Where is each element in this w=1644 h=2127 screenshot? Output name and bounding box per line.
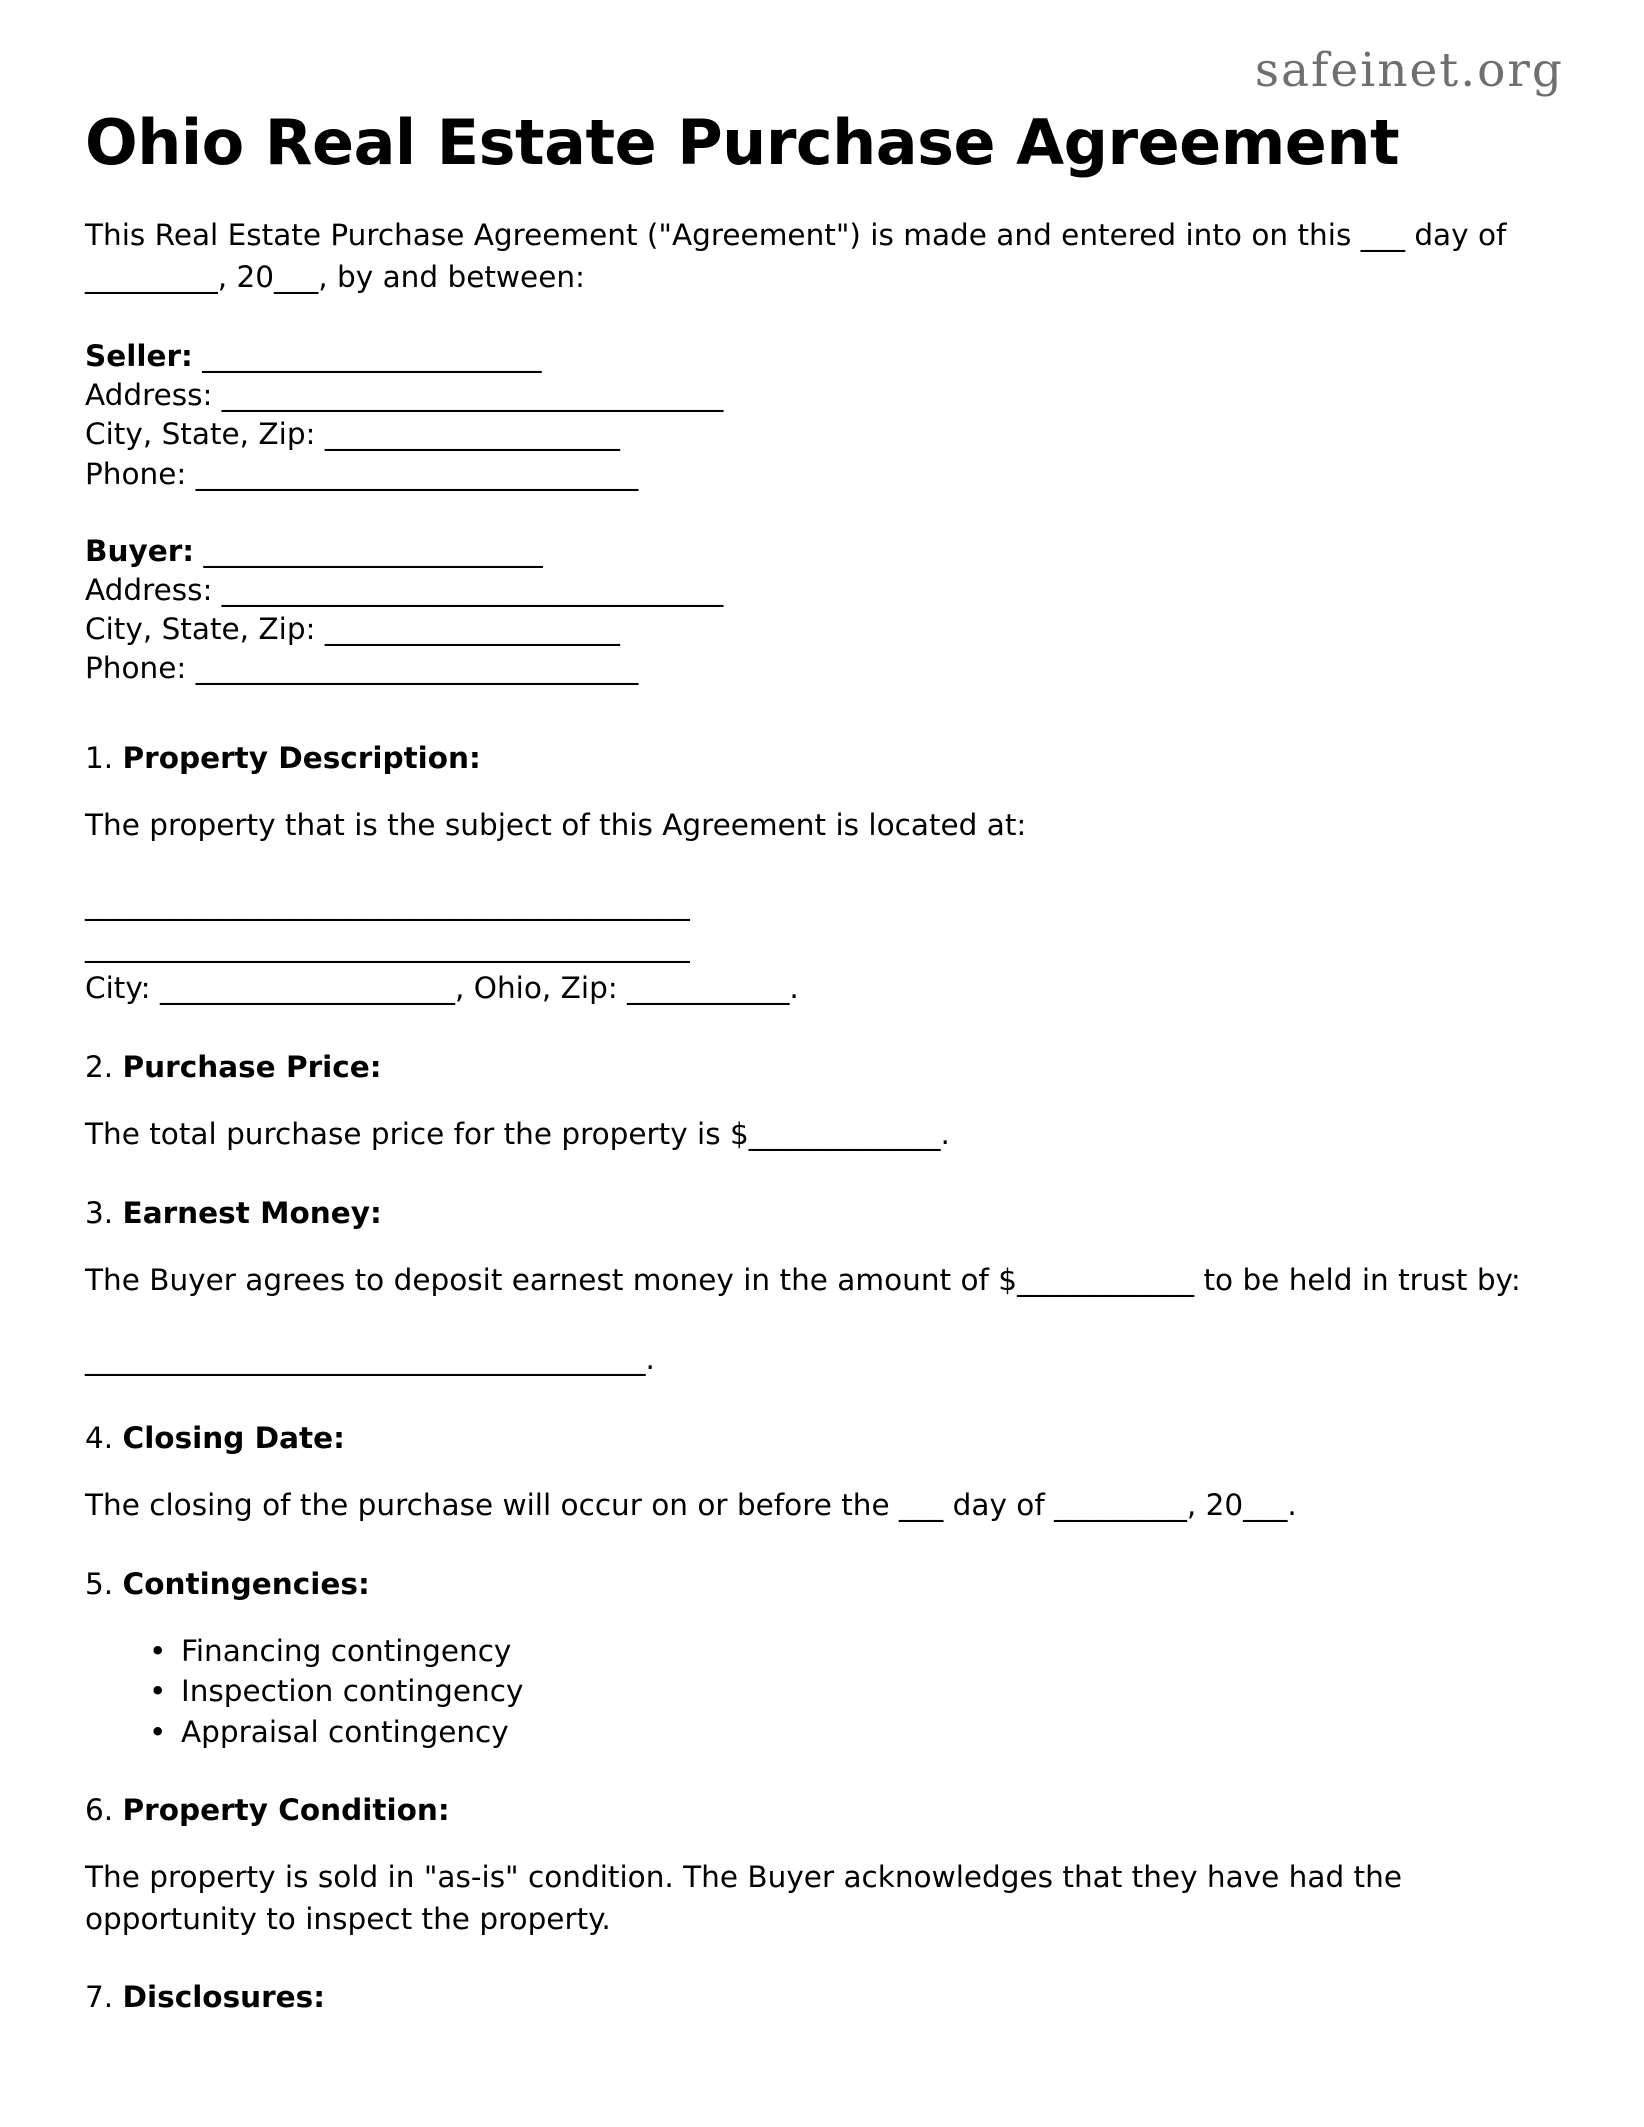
seller-citystatezip-blank[interactable]: ____________________	[315, 417, 620, 452]
seller-phone-blank[interactable]: ______________________________	[186, 456, 639, 491]
seller-name-row	[85, 337, 1559, 376]
buyer-citystatezip-row	[85, 610, 1559, 649]
buyer-address-blank[interactable]: __________________________________	[212, 573, 724, 608]
buyer-name-blank[interactable]: _______________________	[194, 533, 543, 568]
section-6-number: 6.	[85, 1792, 114, 1827]
buyer-block	[85, 532, 1559, 689]
seller-block	[85, 337, 1559, 494]
section-4-number: 4.	[85, 1421, 114, 1456]
buyer-phone-blank[interactable]: ______________________________	[186, 651, 639, 686]
section-6-body: The property is sold in "as-is" condition. The Buyer acknowledges that they have had the opportunity to inspect the property.	[85, 1859, 1402, 1936]
buyer-phone-label: Phone:	[85, 651, 187, 686]
section-6-heading	[85, 1791, 1559, 1831]
section-7-heading	[85, 1978, 1559, 2018]
section-7-title: Disclosures:	[122, 1980, 326, 2015]
section-2-number: 2.	[85, 1050, 114, 1085]
section-3-body[interactable]: The Buyer agrees to deposit earnest money in the amount of $____________ to be held in trust by:	[85, 1262, 1521, 1297]
section-1-heading	[85, 739, 1559, 779]
section-5-title: Contingencies:	[122, 1566, 370, 1601]
list-item: • Financing contingency	[181, 1631, 1559, 1672]
intro-paragraph: This Real Estate Purchase Agreement ("Agreement") is made and entered into on this ___ day of _________, 20___, by and between:	[85, 218, 1507, 294]
buyer-address-label: Address:	[85, 573, 213, 608]
list-item: • Inspection contingency	[181, 1671, 1559, 1712]
seller-address-row	[85, 376, 1559, 415]
section-5-heading	[85, 1565, 1559, 1605]
seller-address-label: Address:	[85, 378, 213, 413]
section-4-heading	[85, 1419, 1559, 1459]
property-address-blank-2[interactable]: _________________________________________	[85, 929, 690, 964]
section-3-title: Earnest Money:	[122, 1195, 382, 1230]
buyer-citystatezip-label: City, State, Zip:	[85, 612, 316, 647]
section-2-title: Purchase Price:	[122, 1050, 382, 1085]
buyer-name-row	[85, 532, 1559, 571]
seller-phone-row	[85, 455, 1559, 494]
site-watermark: safeinet.org	[1254, 43, 1564, 98]
buyer-phone-row	[85, 649, 1559, 688]
seller-phone-label: Phone:	[85, 456, 187, 491]
section-1-body: The property that is the subject of this Agreement is located at:	[85, 807, 1027, 842]
buyer-label: Buyer:	[85, 533, 195, 568]
page-title: Ohio Real Estate Purchase Agreement	[85, 106, 1400, 179]
section-2-heading	[85, 1048, 1559, 1088]
section-1-title: Property Description:	[122, 740, 481, 775]
buyer-address-row	[85, 571, 1559, 610]
seller-name-blank[interactable]: _______________________	[192, 338, 542, 373]
property-city-zip-line[interactable]: City: ____________________, Ohio, Zip: ___________.	[85, 971, 799, 1006]
section-4-title: Closing Date:	[122, 1421, 345, 1456]
section-6-title: Property Condition:	[122, 1792, 450, 1827]
section-1-number: 1.	[85, 740, 114, 775]
section-4-body[interactable]: The closing of the purchase will occur on or before the ___ day of _________, 20___.	[85, 1488, 1297, 1523]
seller-address-blank[interactable]: __________________________________	[212, 378, 724, 413]
property-address-blank-1[interactable]: _________________________________________	[85, 887, 690, 922]
section-2-body[interactable]: The total purchase price for the property is $_____________.	[85, 1116, 950, 1151]
contingency-list	[85, 1631, 1559, 1753]
section-3-heading	[85, 1194, 1559, 1234]
section-3-number: 3.	[85, 1195, 114, 1230]
seller-citystatezip-label: City, State, Zip:	[85, 417, 316, 452]
list-item: • Appraisal contingency	[181, 1712, 1559, 1753]
buyer-citystatezip-blank[interactable]: ____________________	[315, 612, 620, 647]
seller-label: Seller:	[85, 338, 193, 373]
section-5-number: 5.	[85, 1566, 114, 1601]
earnest-trustee-blank[interactable]: ______________________________________.	[85, 1342, 655, 1377]
seller-citystatezip-row	[85, 415, 1559, 454]
section-7-number: 7.	[85, 1980, 114, 2015]
